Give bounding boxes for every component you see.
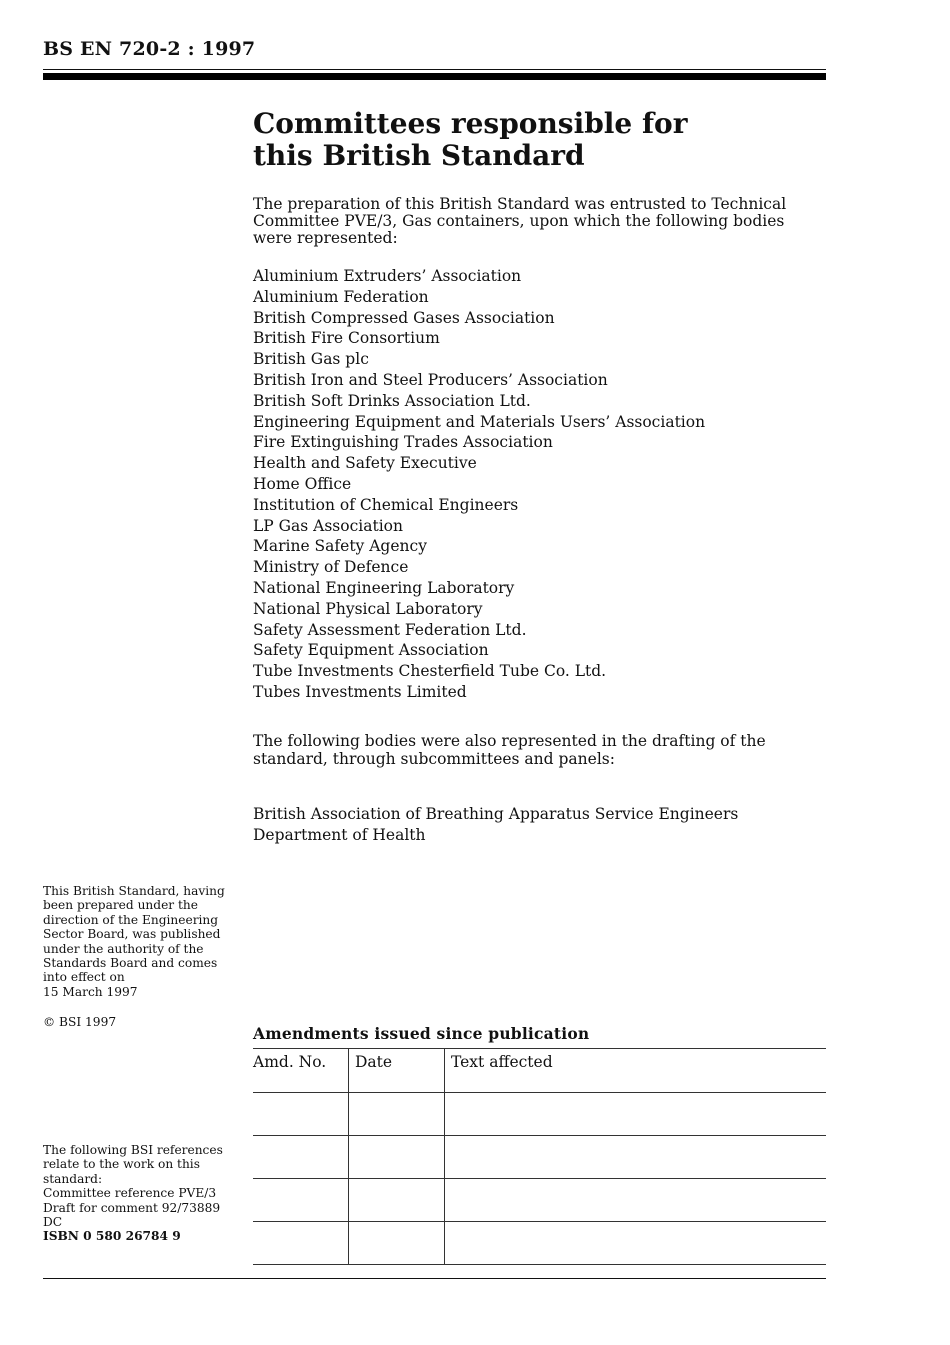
- list-item: Home Office: [253, 474, 352, 493]
- list-item: British Association of Breathing Apparatus Service Engineers: [253, 805, 739, 823]
- list-item: British Soft Drinks Association Ltd.: [253, 391, 531, 410]
- list-item: Department of Health: [253, 826, 426, 844]
- table-cell: [445, 1222, 827, 1265]
- copyright-notice: © BSI 1997: [43, 1015, 117, 1029]
- column-header-date: Date: [349, 1049, 445, 1093]
- table-cell: [445, 1136, 827, 1179]
- document-id: BS EN 720-2 : 1997: [43, 38, 256, 60]
- effective-date: 15 March 1997: [43, 984, 138, 999]
- table-row: [253, 1136, 826, 1179]
- amendments-title: Amendments issued since publication: [253, 1024, 590, 1043]
- isbn: ISBN 0 580 26784 9: [43, 1229, 181, 1243]
- references-intro: The following BSI references relate to the work on this standard:: [43, 1143, 223, 1186]
- draft-reference: Draft for comment 92/73889 DC: [43, 1200, 221, 1230]
- list-item: Engineering Equipment and Materials Users’ Association: [253, 412, 706, 431]
- authority-text: This British Standard, having been prepared under the direction of the Engineering Sector Board, was published under the authority of the Standards Board and comes into effect on: [43, 884, 225, 985]
- list-item: Tubes Investments Limited: [253, 682, 467, 701]
- amendments-table: [253, 1048, 826, 1265]
- list-item: Aluminium Federation: [253, 287, 429, 306]
- footer-rule: [43, 1278, 826, 1279]
- list-item: Ministry of Defence: [253, 558, 409, 577]
- main-section: [253, 108, 828, 172]
- list-item: Marine Safety Agency: [253, 537, 427, 556]
- column-header-amd-no: Amd. No.: [253, 1049, 349, 1093]
- represented-bodies-list: [253, 266, 828, 703]
- table-cell: [349, 1093, 445, 1136]
- table-cell: [253, 1093, 349, 1136]
- list-item: British Gas plc: [253, 350, 369, 369]
- list-item: Safety Assessment Federation Ltd.: [253, 620, 527, 639]
- bsi-references: [43, 1143, 233, 1229]
- table-row: [253, 1093, 826, 1136]
- authority-note: [43, 884, 233, 999]
- list-item: National Physical Laboratory: [253, 599, 483, 618]
- table-cell: [349, 1222, 445, 1265]
- intro-paragraph: The preparation of this British Standard was entrusted to Technical Committee PVE/3, Gas containers, upon which the following bodies were represented:: [253, 195, 787, 247]
- committee-reference: Committee reference PVE/3: [43, 1186, 217, 1201]
- list-item: British Compressed Gases Association: [253, 308, 555, 327]
- table-row: [253, 1222, 826, 1265]
- table-cell: [445, 1093, 827, 1136]
- table-cell: [349, 1136, 445, 1179]
- table-cell: [253, 1136, 349, 1179]
- header-thin-rule: [43, 69, 826, 70]
- column-header-text-affected: Text affected: [445, 1049, 827, 1093]
- list-item: Safety Equipment Association: [253, 641, 489, 660]
- table-header-row: [253, 1049, 826, 1093]
- list-item: LP Gas Association: [253, 516, 403, 535]
- list-item: Aluminium Extruders’ Association: [253, 267, 522, 285]
- list-item: National Engineering Laboratory: [253, 578, 515, 597]
- list-item: Institution of Chemical Engineers: [253, 495, 519, 514]
- list-item: Tube Investments Chesterfield Tube Co. Ltd.: [253, 662, 607, 681]
- header-thick-rule: [43, 73, 826, 80]
- table-cell: [349, 1179, 445, 1222]
- subcommittee-bodies-list: [253, 804, 738, 846]
- table-row: [253, 1179, 826, 1222]
- table-cell: [445, 1179, 827, 1222]
- list-item: Health and Safety Executive: [253, 454, 477, 473]
- table-cell: [253, 1222, 349, 1265]
- page-title: Committees responsible for this British Standard: [253, 107, 688, 172]
- table-cell: [253, 1179, 349, 1222]
- list-item: Fire Extinguishing Trades Association: [253, 433, 553, 452]
- also-represented-paragraph: The following bodies were also represented in the drafting of the standard, through subcommittees and panels:: [253, 732, 766, 768]
- list-item: British Iron and Steel Producers’ Association: [253, 370, 608, 389]
- list-item: British Fire Consortium: [253, 329, 440, 348]
